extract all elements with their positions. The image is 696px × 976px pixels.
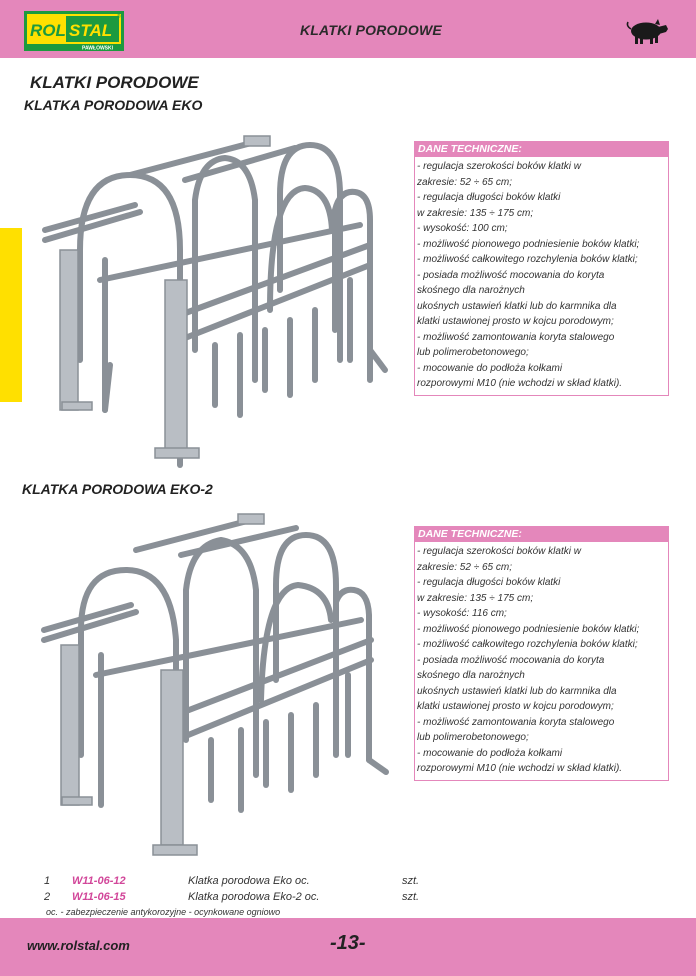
tech-spec-line: lub polimerobetonowego;	[417, 732, 529, 743]
tech-spec-line: w zakresie: 135 ÷ 175 cm;	[417, 592, 534, 604]
tech-spec-line: - możliwość całkowitego rozchylenia boków klatki;	[417, 254, 638, 265]
tech-spec-line: skośnego dla narożnych	[417, 670, 525, 681]
pig-icon	[625, 18, 669, 46]
coating-note: oc. - zabezpieczenie antykorozyjne - ocynkowane ogniowo	[46, 907, 281, 917]
tech-spec-line: - regulacja szerokości boków klatki w	[417, 546, 581, 557]
tech-spec-line: - możliwość zamontowania koryta stalowego	[417, 716, 615, 728]
tech-spec-line: - możliwość zamontowania koryta stalowego	[417, 331, 615, 343]
tech-specs-list	[415, 542, 668, 780]
page-number: -13-	[330, 932, 366, 954]
tech-spec-line: - wysokość: 100 cm;	[417, 223, 508, 234]
tech-spec-line: klatki ustawionej prosto w kojcu porodowym;	[417, 316, 614, 327]
tech-specs-box-eko	[414, 141, 669, 396]
product-code: W11-06-12	[72, 875, 126, 887]
tech-spec-line: ukośnych ustawień klatki lub do karmnika dla	[417, 300, 617, 312]
product-code: W11-06-15	[72, 891, 126, 903]
product-list	[44, 875, 444, 907]
page-header	[0, 0, 696, 58]
tech-spec-line: rozporowymi M10 (nie wchodzi w skład klatki).	[417, 378, 623, 389]
side-tab-marker	[0, 228, 22, 402]
product-name: Klatka porodowa Eko oc.	[188, 875, 310, 887]
product-unit: szt.	[402, 891, 420, 903]
logo-registered: ®	[117, 14, 121, 20]
tech-specs-list	[415, 157, 668, 395]
product-row	[44, 875, 444, 891]
rolstal-logo	[24, 11, 124, 51]
tech-spec-line: ukośnych ustawień klatki lub do karmnika dla	[417, 685, 617, 697]
section-title-eko: KLATKA PORODOWA EKO	[24, 97, 203, 113]
tech-spec-line: - wysokość: 116 cm;	[417, 608, 507, 619]
logo-text-right: STAL	[69, 21, 113, 40]
tech-spec-line: - możliwość pionowego podniesienie boków klatki;	[417, 238, 640, 250]
tech-specs-title: DANE TECHNICZNE:	[415, 142, 668, 157]
tech-spec-line: zakresie: 52 ÷ 65 cm;	[417, 176, 512, 188]
tech-specs-title: DANE TECHNICZNE:	[415, 527, 668, 542]
tech-spec-line: lub polimerobetonowego;	[417, 347, 529, 358]
tech-spec-line: - mocowanie do podłoża kołkami	[417, 362, 563, 374]
logo-subtext: PAWŁOWSKI	[82, 45, 114, 51]
tech-spec-line: - możliwość całkowitego rozchylenia boków klatki;	[417, 639, 638, 650]
logo-text-left: ROL	[30, 21, 66, 40]
tech-spec-line: rozporowymi M10 (nie wchodzi w skład klatki).	[417, 763, 623, 774]
product-number: 2	[44, 891, 51, 903]
section-title-eko-2: KLATKA PORODOWA EKO-2	[22, 481, 213, 497]
product-name: Klatka porodowa Eko-2 oc.	[188, 891, 320, 903]
tech-spec-line: - regulacja długości boków klatki	[417, 577, 561, 588]
header-title: KLATKI PORODOWE	[300, 22, 442, 38]
tech-spec-line: zakresie: 52 ÷ 65 cm;	[417, 561, 512, 573]
cage-eko-2-image	[36, 510, 411, 862]
tech-spec-line: skośnego dla narożnych	[417, 285, 525, 296]
tech-specs-box-eko-2	[414, 526, 669, 781]
tech-spec-line: w zakresie: 135 ÷ 175 cm;	[417, 207, 534, 219]
tech-spec-line: - regulacja szerokości boków klatki w	[417, 161, 581, 172]
page-footer	[0, 918, 696, 976]
tech-spec-line: klatki ustawionej prosto w kojcu porodowym;	[417, 701, 614, 712]
product-unit: szt.	[402, 875, 420, 887]
tech-spec-line: - możliwość pionowego podniesienie boków klatki;	[417, 623, 640, 635]
tech-spec-line: - posiada możliwość mocowania do koryta	[417, 654, 605, 666]
cage-eko-image	[40, 130, 410, 475]
website-link[interactable]: www.rolstal.com	[27, 938, 130, 953]
tech-spec-line: - posiada możliwość mocowania do koryta	[417, 269, 605, 281]
page-title: KLATKI PORODOWE	[30, 73, 199, 92]
product-number: 1	[44, 875, 51, 887]
tech-spec-line: - regulacja długości boków klatki	[417, 192, 561, 203]
tech-spec-line: - mocowanie do podłoża kołkami	[417, 747, 563, 759]
product-row	[44, 891, 444, 907]
